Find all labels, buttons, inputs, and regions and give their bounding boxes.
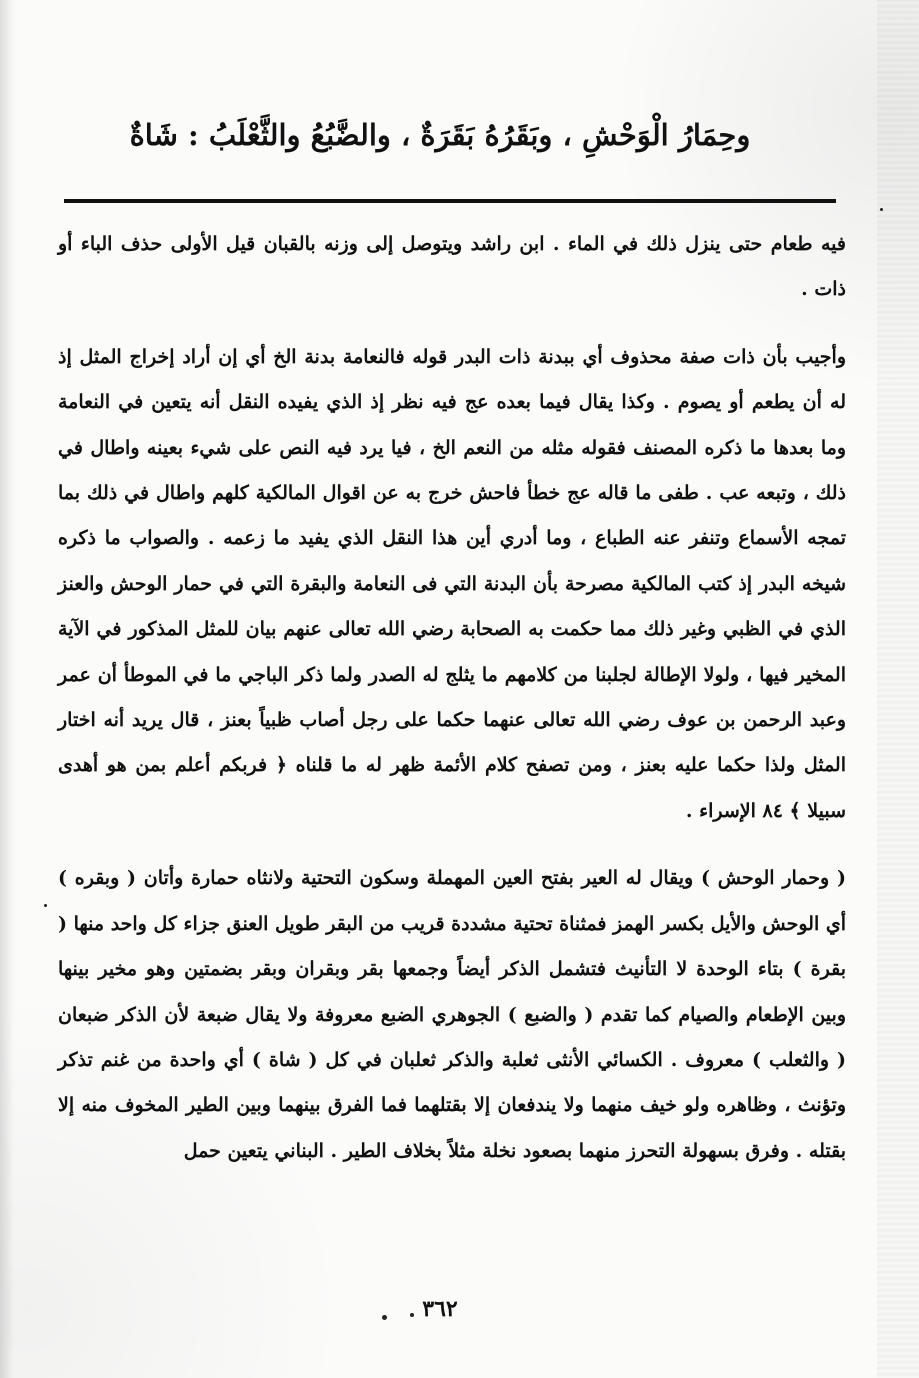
scan-speck bbox=[410, 1313, 414, 1317]
page-number: ٣٦٢ bbox=[422, 1296, 458, 1322]
running-header: وحِمَارُ الْوَحْشِ ، وبَقَرُهُ بَقَرَةٌ ، والضَّبُعُ والثَّعْلَبُ : شَاةٌ bbox=[129, 118, 751, 152]
paragraph-1: فيه طعام حتى ينزل ذلك في الماء . ابن راشد ويتوصل إلى وزنه بالقبان قيل الأولى حذف الباء أو ذات . bbox=[58, 233, 846, 301]
page-left-shadow bbox=[0, 0, 14, 1378]
page-right-edge-noise bbox=[877, 0, 919, 1378]
scan-speck bbox=[880, 208, 883, 211]
scan-speck bbox=[382, 1315, 387, 1320]
scan-speck bbox=[44, 904, 47, 907]
header-rule bbox=[64, 199, 836, 203]
paragraph-3: ( وحمار الوحش ) ويقال له العير بفتح العين المهملة وسكون التحتية ولانثاه حمارة وأتان ( وبقره ) أي الوحش والأيل بكسر الهمز فمثناة تحتية مشددة قريب من البقر طويل العنق جزاء كل واحد منها ( بقرة ) بتاء الوحدة لا التأنيث فتشمل الذكر أيضاً وجمعها بقر وبقران وبقر بضمتين وهو مخير بينها وبين الإطعام والصيام كما تقدم ( والضبع ) الجوهري الضبع معروفة ولا يقال ضبعة لأن الذكر ضبعان ( والثعلب ) معروف . الكسائي الأنثى ثعلبة والذكر ثعلبان في كل ( شاة ) أي واحدة من غنم تذكر وتؤنث ، وظاهره ولو خيف منهما ولا يندفعان إلا بقتلهما فما الفرق بينهما وبين الطير المخوف منه إلا بقتله . وفرق بسهولة التحرز منهما بصعود نخلة مثلاً بخلاف الطير . البناني يتعين حمل bbox=[58, 867, 846, 1162]
paragraph-2: وأجيب بأن ذات صفة محذوف أي ببدنة ذات البدر قوله فالنعامة بدنة الخ أي إن أراد إخراج المثل إذ له أن يطعم أو يصوم . وكذا يقال فيما بعده عج فيه نظر إذ الذي يفيده النقل أنه يتعين في النعامة وما بعدها ما ذكره المصنف فقوله مثله من النعم الخ ، فيا يرد فيه النص على شيء بعينه واطال في ذلك ، وتبعه عب . طفى ما قاله عج خطأ فاحش خرج به عن اقوال المالكية كلهم واطال في ذلك بما تمجه الأسماع وتنفر عنه الطباع ، وما أدري أين هذا النقل الذي يفيد ما زعمه . والصواب ما ذكره شيخه البدر إذ كتب المالكية مصرحة بأن البدنة التي فى النعامة والبقرة التي في حمار الوحش والعنز الذي في الظبي وغير ذلك مما حكمت به الصحابة رضي الله تعالى عنهم بيان للمثل المذكور في الآية المخير فيها ، ولولا الإطالة لجلبنا من كلامهم ما يثلج له الصدر ولما ذكر الباجي ما في الموطأ أن عمر وعبد الرحمن بن عوف رضي الله تعالى عنهما حكما على رجل أصاب ظبياً بعنز ، قال يريد أنه اختار المثل ولذا حكما عليه بعنز ، ومن تصفح كلام الأئمة ظهر له ما قلناه ﴿ فربكم أعلم بمن هو أهدى سبيلا ﴾ ٨٤ الإسراء . bbox=[58, 345, 846, 822]
paragraph-gap bbox=[58, 834, 846, 856]
paragraph-gap bbox=[58, 313, 846, 335]
body-text bbox=[58, 222, 846, 1174]
